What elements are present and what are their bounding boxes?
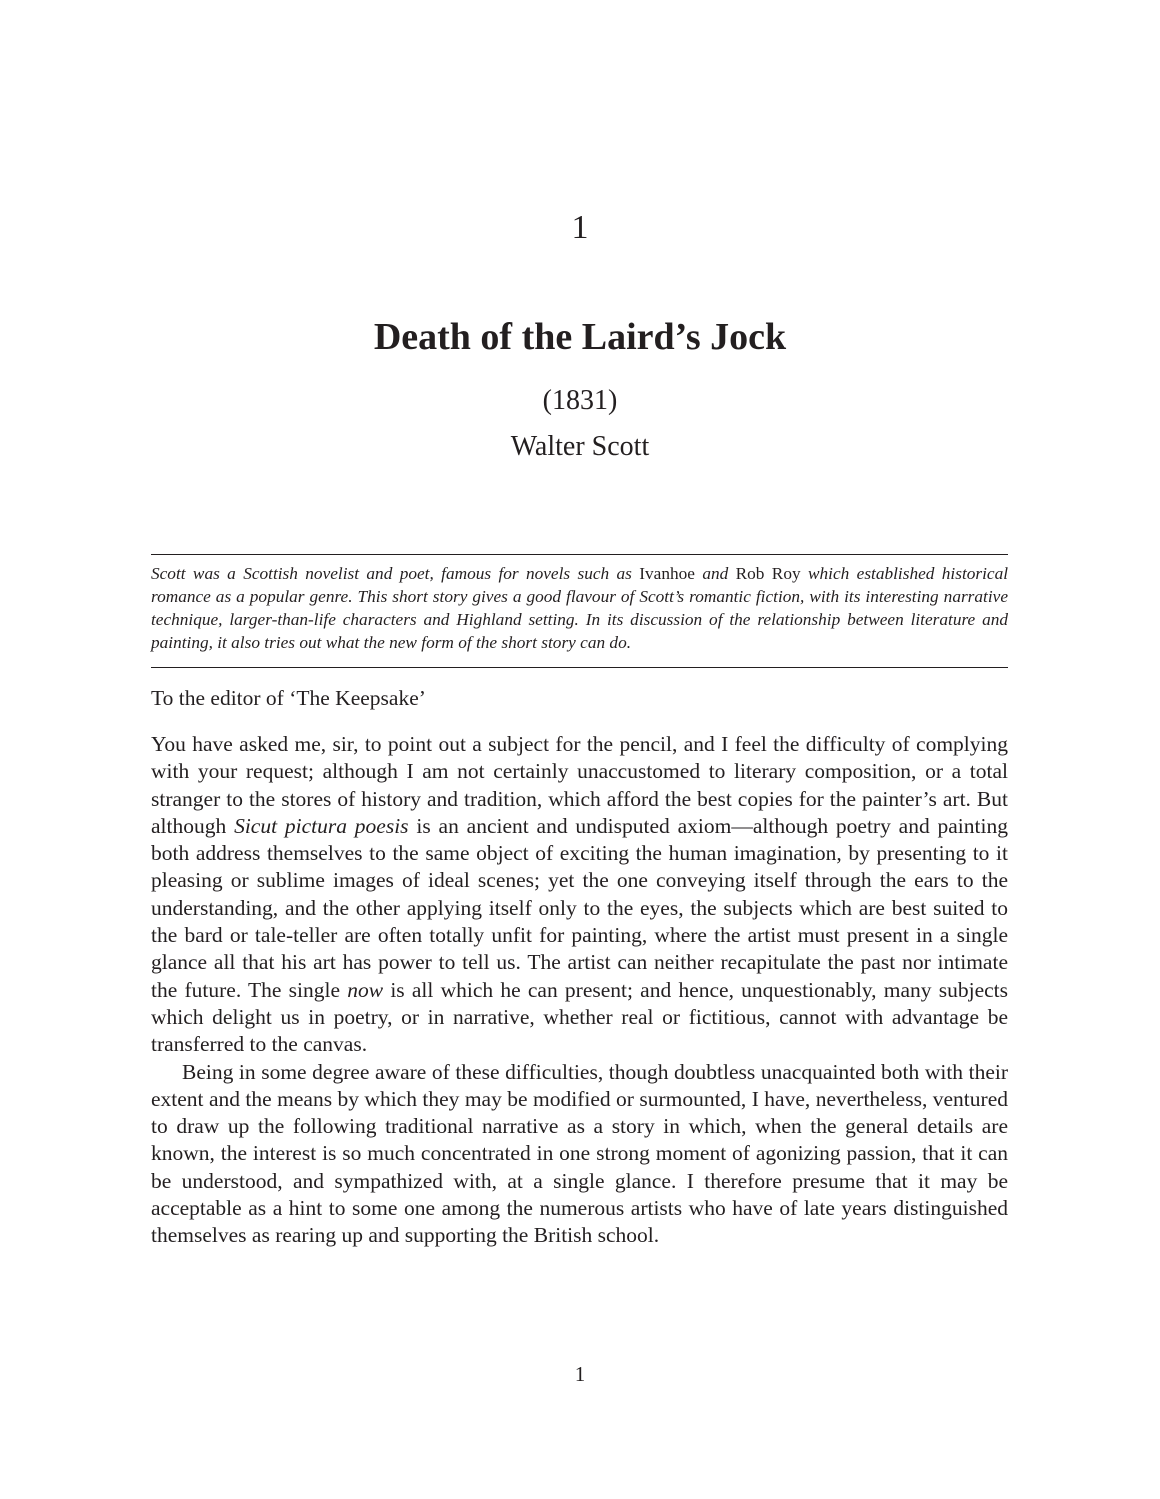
page-number: 1 — [574, 1362, 586, 1386]
publication-year: (1831) — [542, 385, 618, 416]
paragraph-text: You have asked me, sir, to point out a subject for the pencil, and I feel the difficulty of complying with your request; although I am not certainly unaccustomed to literary composition, or a total stranger to the stores of history and tradition, which afford the best copies for the painter’s art. But although — [151, 732, 1008, 838]
body-paragraph: Being in some degree aware of these difficulties, though doubtless unacquainted both with their extent and the means by which they may be modified or surmounted, I have, nevertheless, ventured to draw up the following traditional narrative as a story in which, when the general details are known, the interest is so much concentrated in one strong moment of agonizing passion, that it can be understood, and sympathized with, at a single glance. I therefore presume that it may be acceptable as a hint to some one among the numerous artists who have of late years distinguished themselves as rearing up and supporting the British school. — [151, 1059, 1008, 1248]
abstract-work-title: Rob Roy — [735, 564, 801, 583]
abstract-bottom-rule — [151, 667, 1008, 668]
latin-phrase: Sicut pictura poesis — [234, 813, 409, 838]
abstract-top-rule — [151, 554, 1008, 555]
abstract-text: Scott was a Scottish novelist and poet, famous for novels such as — [151, 564, 640, 583]
abstract-text: and — [694, 564, 736, 583]
author-name: Walter Scott — [510, 431, 650, 462]
paragraph-text: is an ancient and undisputed axiom—although poetry and painting both address themselves to the same object of exciting the human imagination, by presenting to it pleasing or sublime images of ideal scenes; yet the one conveying itself through the ears to the understanding, and the other applying itself only to the eyes, the subjects which are best suited to the bard or tale-teller are often totally unfit for painting, where the artist must present in a single glance all that his art has power to tell us. The artist can neither recapitulate the past nor intimate the future. The single — [151, 813, 1008, 1002]
body-paragraph — [151, 731, 1008, 1059]
abstract-text: which established historical romance as a popular genre. This short story gives a good flavour of Scott’s romantic fiction, with its interesting narrative technique, larger-than-life characters and Highland setting. In its discussion of the relationship between literature and painting, it also tries out what the new form of the short story can do. — [151, 564, 1009, 652]
emphasized-word: now — [347, 977, 384, 1002]
chapter-title: Death of the Laird’s Jock — [373, 316, 787, 358]
abstract-work-title: Ivanhoe — [639, 564, 695, 583]
body-text — [151, 731, 1008, 1250]
chapter-abstract — [151, 562, 1008, 654]
letter-addressee: To the editor of ‘The Keepsake’ — [151, 686, 426, 710]
paragraph-text: is all which he can present; and hence, unquestionably, many subjects which delight us in poetry, or in narrative, whether real or fictitious, cannot with advantage be transferred to the canvas. — [151, 977, 1008, 1057]
chapter-number: 1 — [571, 209, 589, 246]
